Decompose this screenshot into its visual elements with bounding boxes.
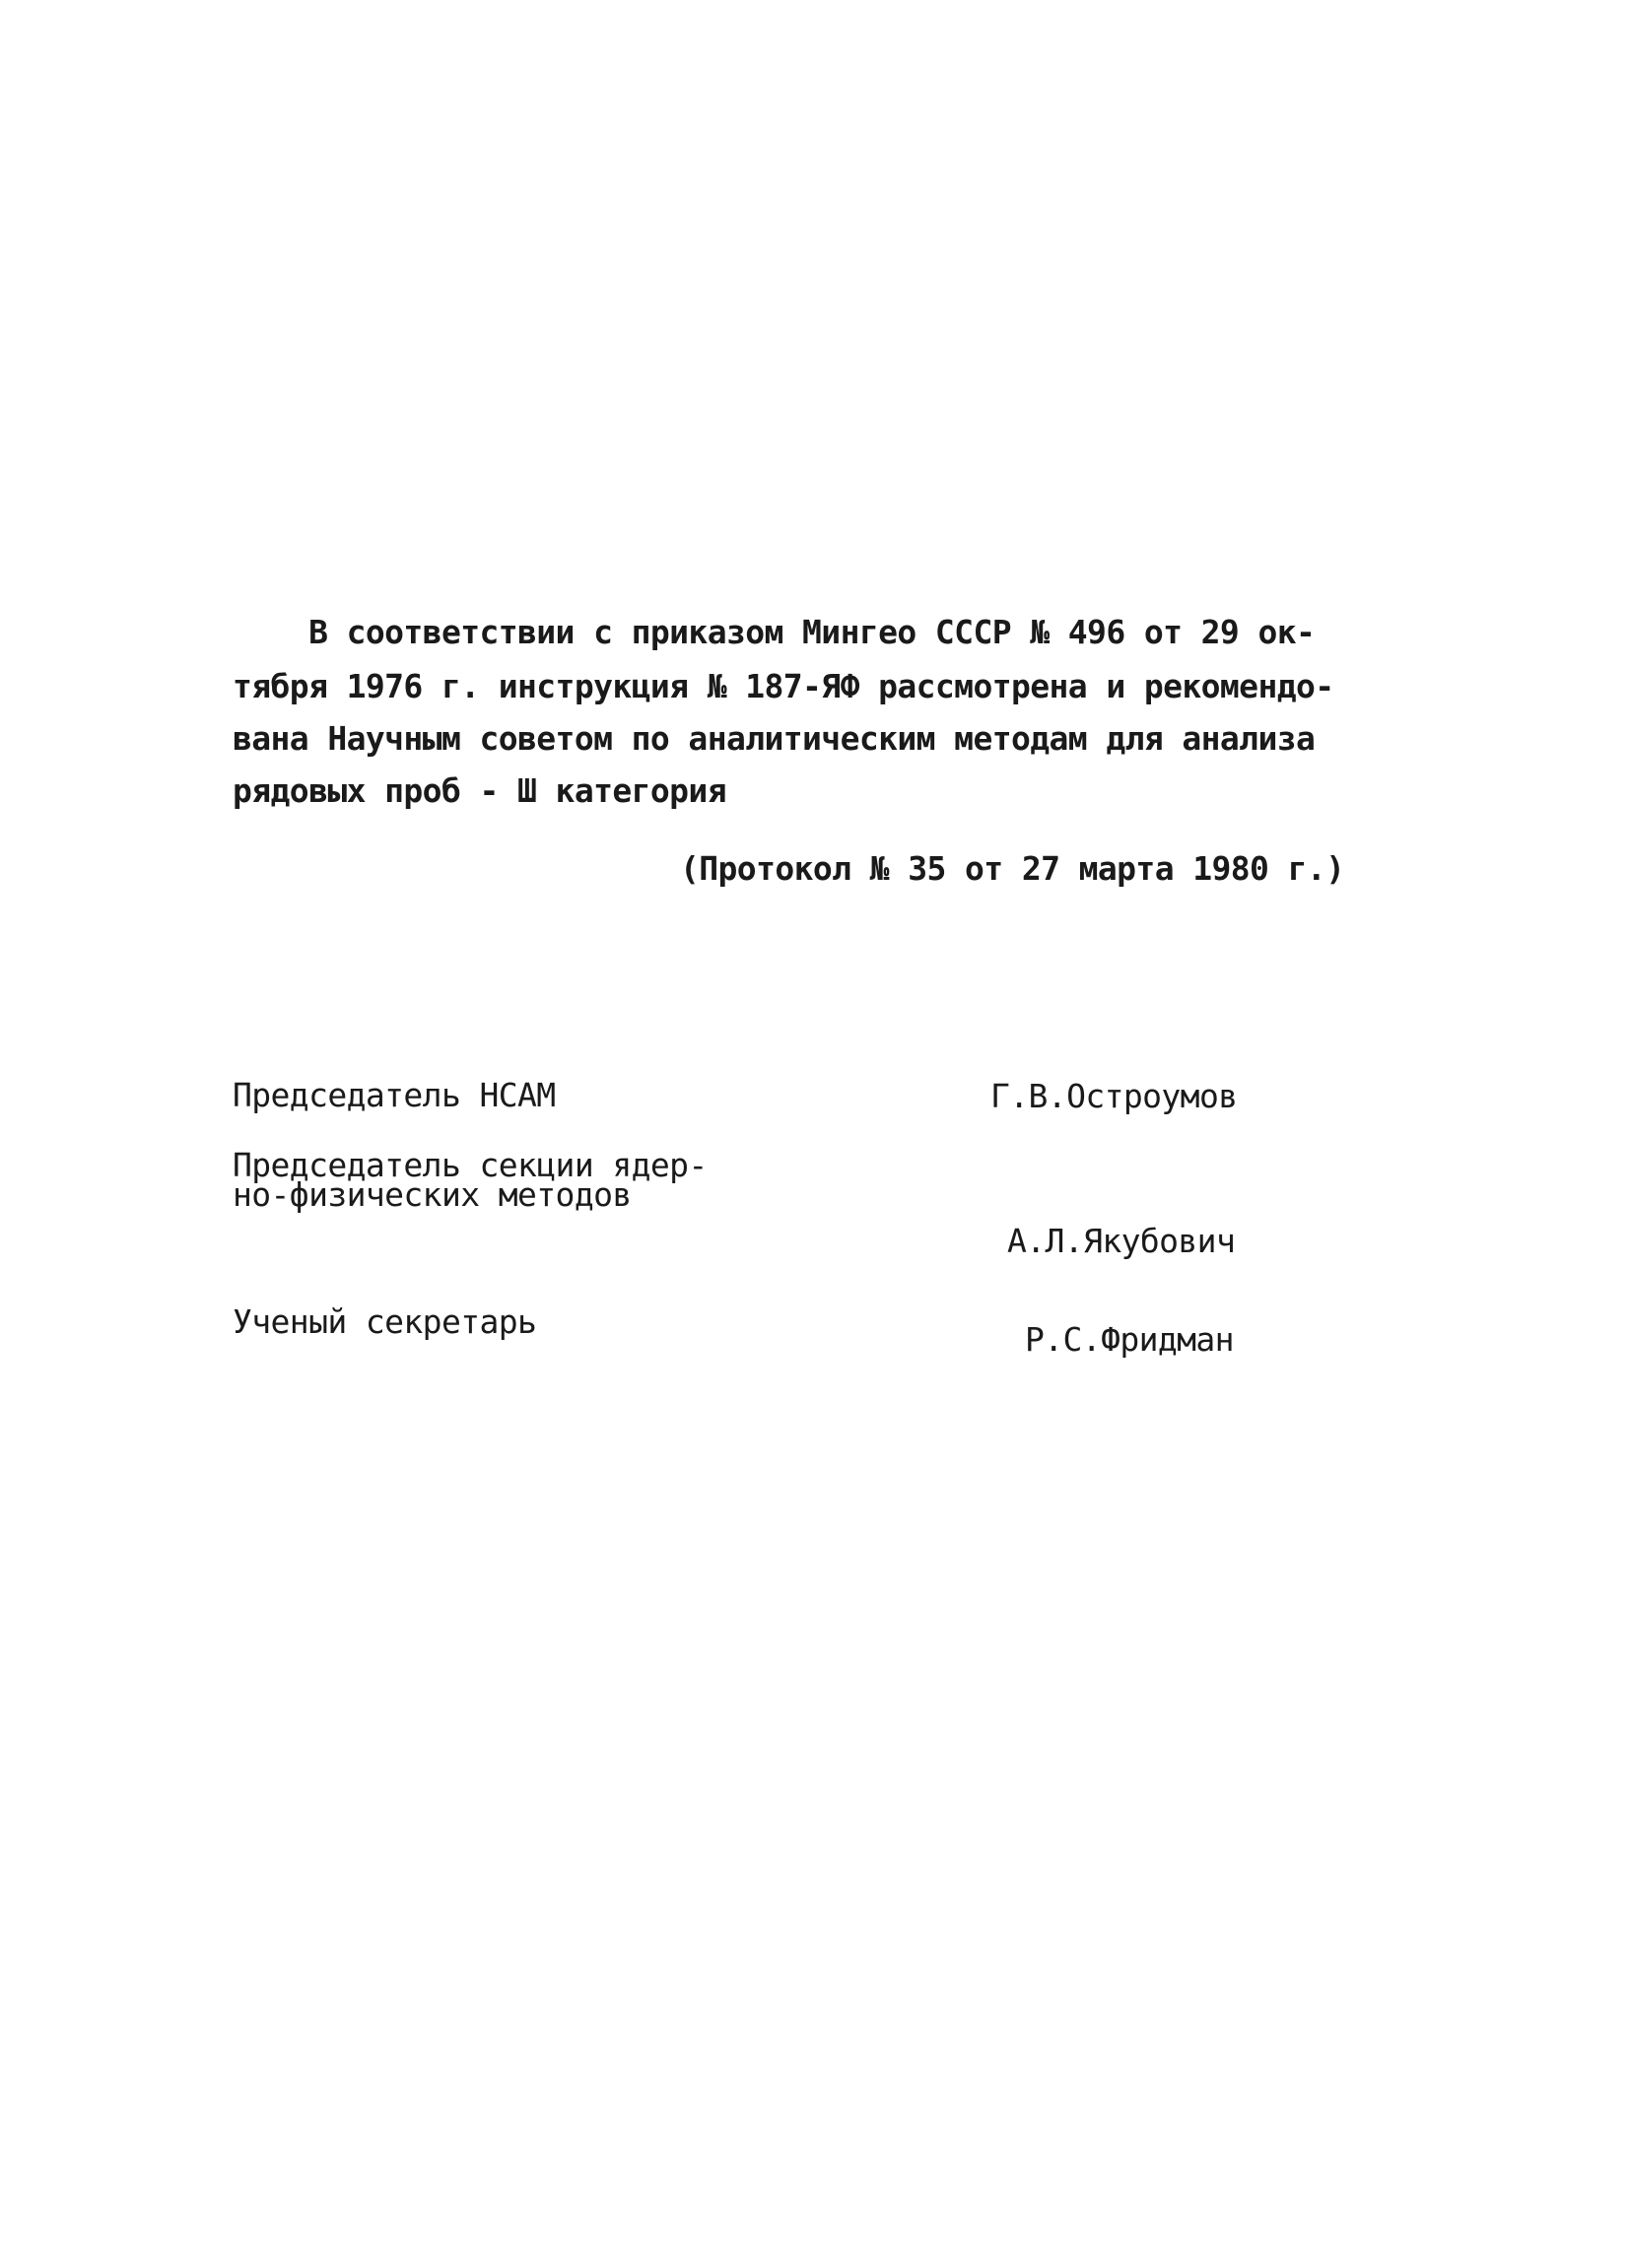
signature-title-section-chair-cont: но-физических методов	[233, 1175, 632, 1214]
paragraph-line: тября 1976 г. инструкция № 187-ЯФ рассмотрена и рекомендо-	[233, 667, 1334, 705]
paragraph-line: вана Научным советом по аналитическим методам для анализа	[233, 719, 1316, 758]
signature-name-section-chair: А.Л.Якубович	[1007, 1222, 1236, 1260]
signature-title-section-chair: Председатель секции ядер-	[233, 1146, 708, 1184]
signature-name-chairman: Г.В.Остроумов	[990, 1077, 1238, 1115]
paragraph-line: В соответствии с приказом Мингео СССР № 496 от 29 ок-	[233, 613, 1316, 651]
paragraph-line: рядовых проб - Ш категория	[233, 771, 726, 810]
signature-title-secretary: Ученый секретарь	[233, 1302, 537, 1341]
signature-title-chairman: Председатель НСАМ	[233, 1076, 556, 1114]
protocol-reference: (Протокол № 35 от 27 марта 1980 г.)	[680, 849, 1345, 888]
signature-name-secretary: Р.С.Фридман	[1025, 1320, 1234, 1359]
